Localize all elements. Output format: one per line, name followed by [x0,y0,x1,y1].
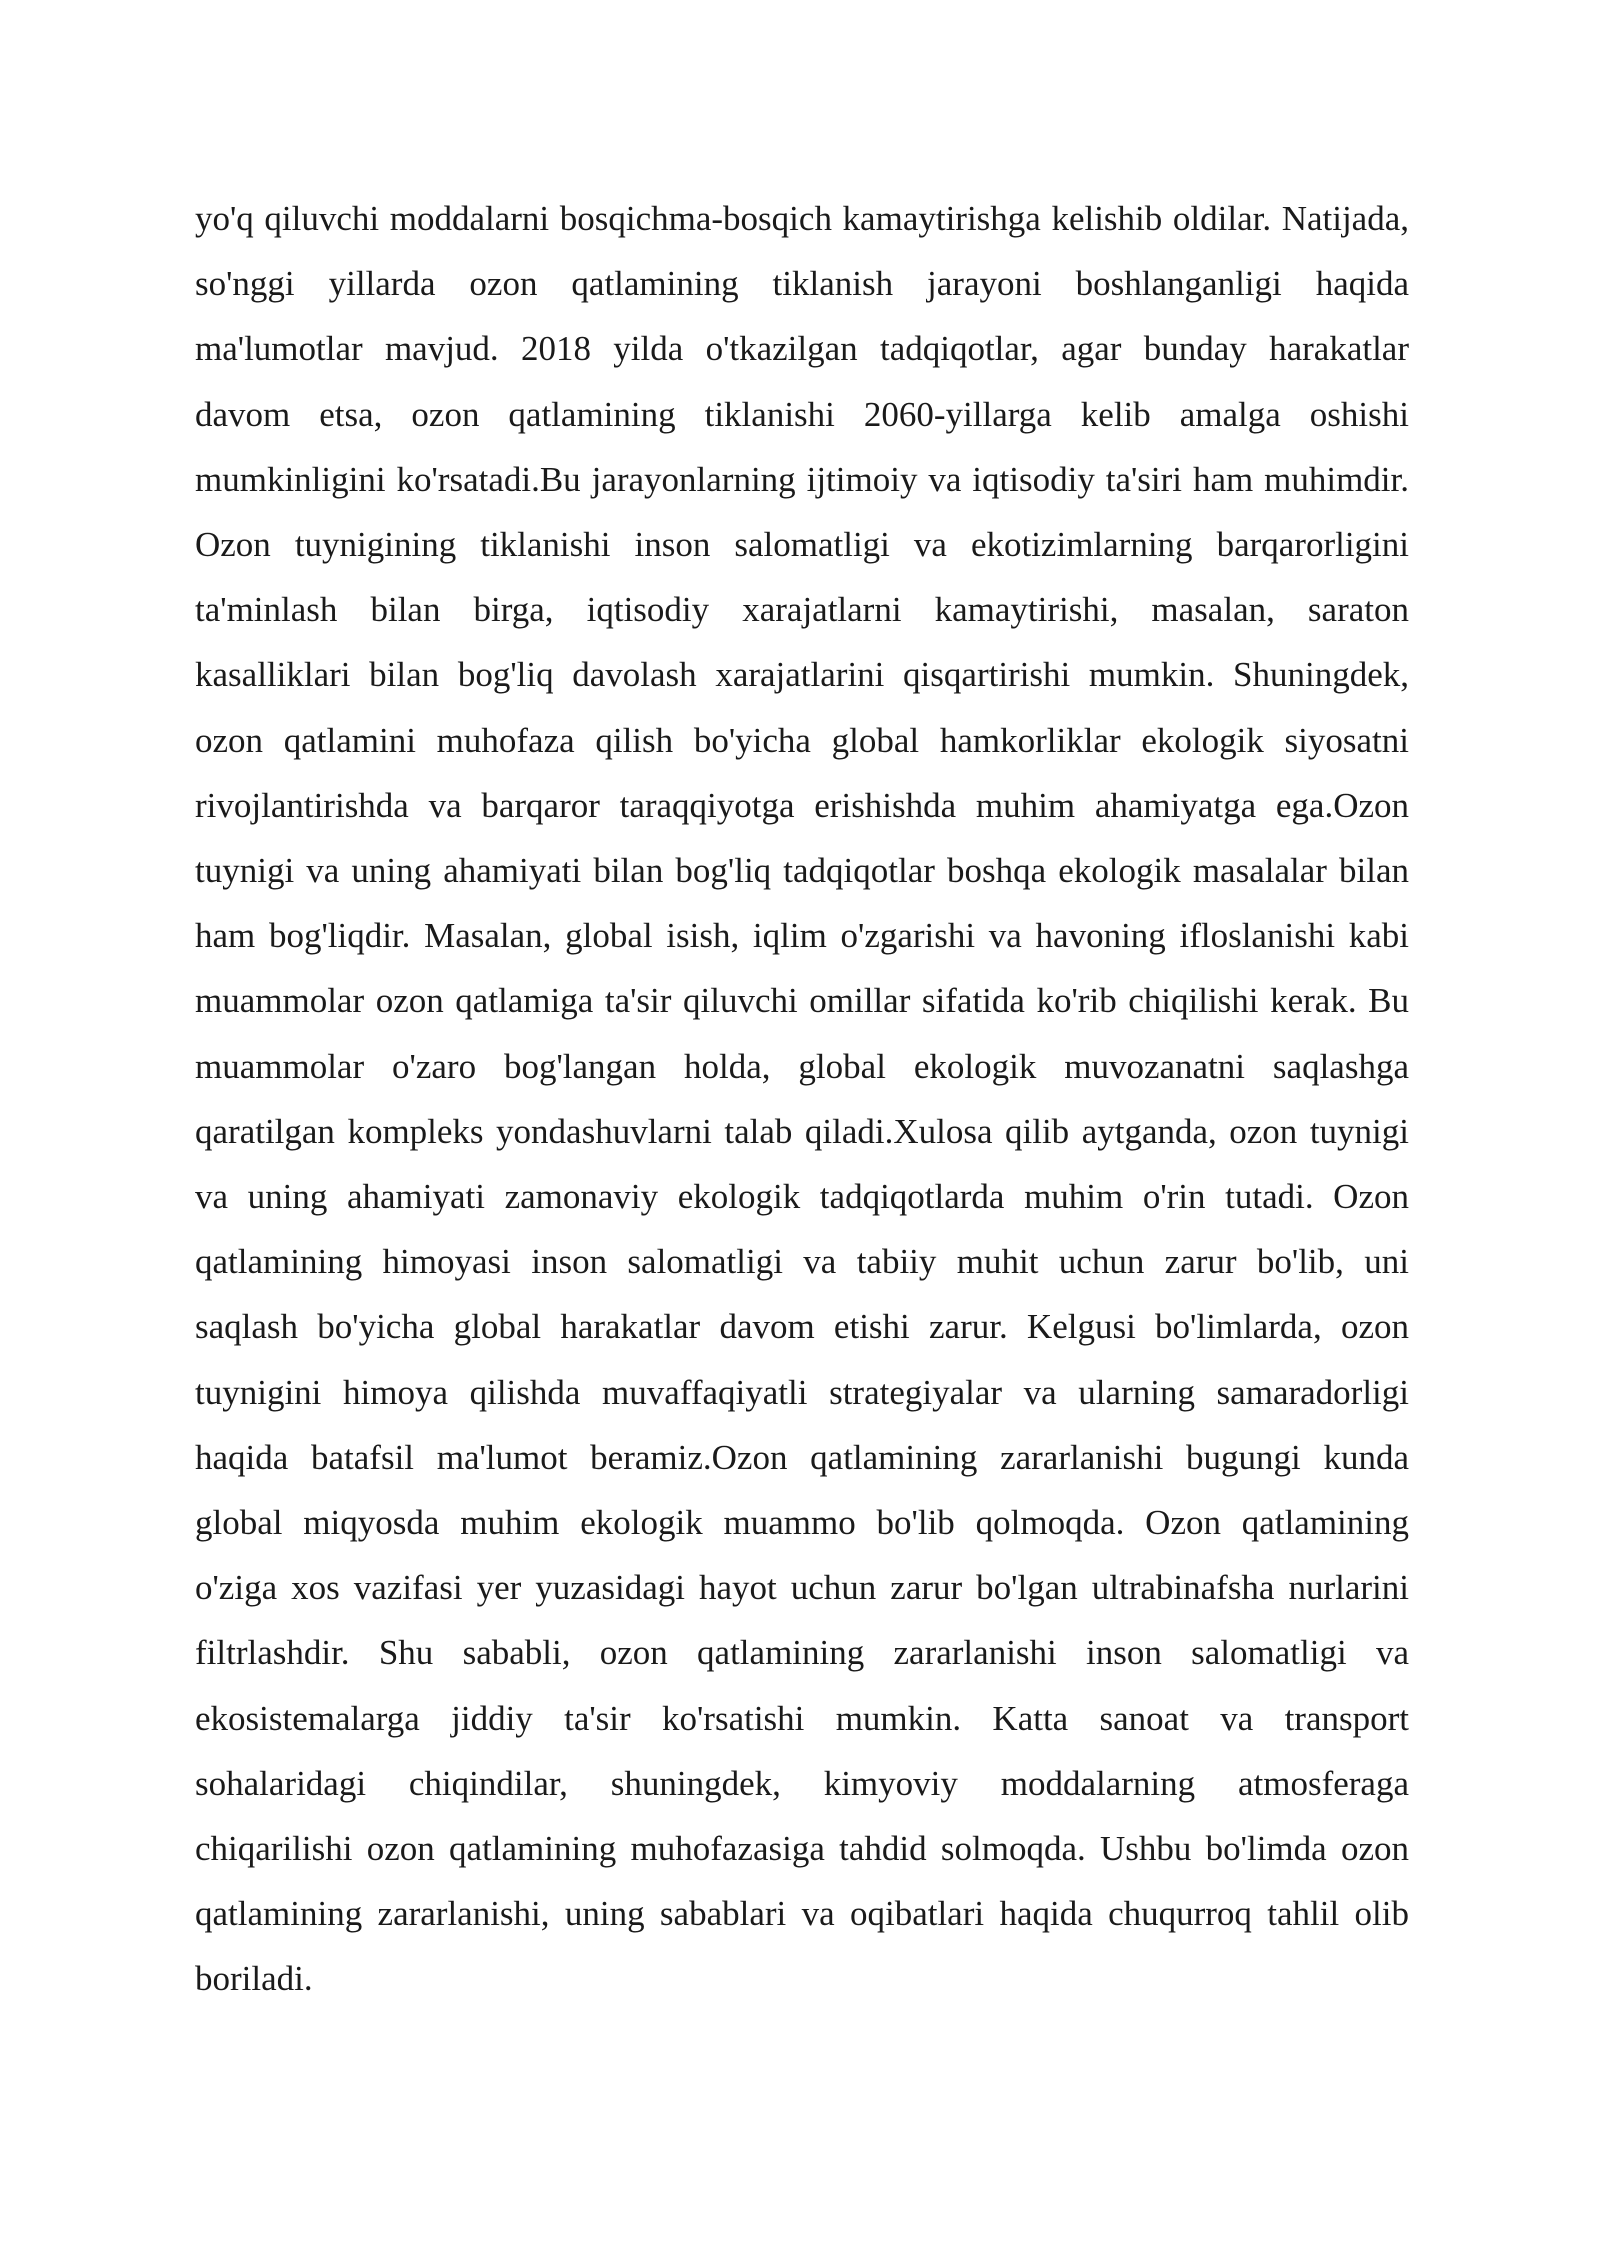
body-paragraph: yo'q qiluvchi moddalarni bosqichma-bosqich kamaytirishga kelishib oldilar. Natijada, so'nggi yillarda ozon qatlamining tiklanish jarayoni boshlanganligi haqida ma'lumotlar mavjud. 2018 yilda o'tkazilgan tadqiqotlar, agar bunday harakatlar davom etsa, ozon qatlamining tiklanishi 2060-yillarga kelib amalga oshishi mumkinligini ko'rsatadi.Bu jarayonlarning ijtimoiy va iqtisodiy ta'siri ham muhimdir. Ozon tuynigining tiklanishi inson salomatligi va ekotizimlarning barqarorligini ta'minlash bilan birga, iqtisodiy xarajatlarni kamaytirishi, masalan, saraton kasalliklari bilan bog'liq davolash xarajatlarini qisqartirishi mumkin. Shuningdek, ozon qatlamini muhofaza qilish bo'yicha global hamkorliklar ekologik siyosatni rivojlantirishda va barqaror taraqqiyotga erishishda muhim ahamiyatga ega.Ozon tuynigi va uning ahamiyati bilan bog'liq tadqiqotlar boshqa ekologik masalalar bilan ham bog'liqdir. Masalan, global isish, iqlim o'zgarishi va havoning ifloslanishi kabi muammolar ozon qatlamiga ta'sir qiluvchi omillar sifatida ko'rib chiqilishi kerak. Bu muammolar o'zaro bog'langan holda, global ekologik muvozanatni saqlashga qaratilgan kompleks yondashuvlarni talab qiladi.Xulosa qilib aytganda, ozon tuynigi va uning ahamiyati zamonaviy ekologik tadqiqotlarda muhim o'rin tutadi. Ozon qatlamining himoyasi inson salomatligi va tabiiy muhit uchun zarur bo'lib, uni saqlash bo'yicha global harakatlar davom etishi zarur. Kelgusi bo'limlarda, ozon tuynigini himoya qilishda muvaffaqiyatli strategiyalar va ularning samaradorligi haqida batafsil ma'lumot beramiz.Ozon qatlamining zararlanishi bugungi kunda global miqyosda muhim ekologik muammo bo'lib qolmoqda. Ozon qatlamining o'ziga xos vazifasi yer yuzasidagi hayot uchun zarur bo'lgan ultrabinafsha nurlarini filtrlashdir. Shu sababli, ozon qatlamining zararlanishi inson salomatligi va ekosistemalarga jiddiy ta'sir ko'rsatishi mumkin. Katta sanoat va transport sohalaridagi chiqindilar, shuningdek, kimyoviy moddalarning atmosferaga chiqarilishi ozon qatlamining muhofazasiga tahdid solmoqda. Ushbu bo'limda ozon qatlamining zararlanishi, uning sabablari va oqibatlari haqida chuqurroq tahlil olib boriladi. [195,199,1409,1999]
